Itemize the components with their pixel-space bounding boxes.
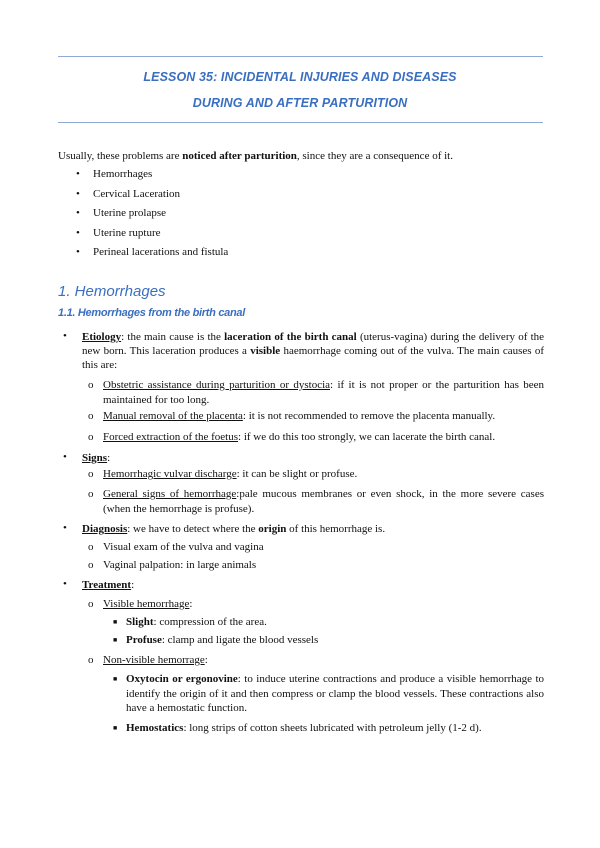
circle-bullet: o [88,410,94,422]
circle-bullet: o [88,488,94,500]
list-item: • Perineal lacerations and fistula [76,246,229,258]
treatment-sub: Hemostatics: long strips of cotton sheets lubricated with petroleum jelly (1-2 d). [126,722,482,734]
visible-hemorrhage-label: Visible hemorrhage: [103,598,193,610]
etiology-item: Etiology: the main cause is the laceration of the birth canal (uterus-vagina) during the delivery of the new born. This laceration produces a visible haemorrhage coming out of the vulva. The main causes of this are: [82,331,545,371]
bullet: • [63,578,67,590]
nonvisible-hemorrhage-label: Non-visible hemorrage: [103,654,208,666]
list-item: • Uterine rupture [76,226,161,239]
square-bullet: ■ [113,636,118,644]
subsection-heading: 1.1. Hemorrhages from the birth canal [58,307,245,319]
problems-list [58,168,228,266]
lesson-title-line-2: DURING AND AFTER PARTURITION [192,96,408,110]
signs-sub: General signs of hemorrhage:pale mucous membranes or even shock, in the more severe cases (when the hemorrhage is profuse). [103,488,544,515]
treatment-sub: Oxytocin or ergonovine: to induce uterine contractions and produce a visible hemorrhage to identify the origin of it and then compress or clamp the blood vessels. These contractions also have a hemostatic function. [126,673,544,714]
section-heading: 1. Hemorrhages [58,283,166,300]
square-bullet: ■ [113,724,118,732]
diagnosis-item: Diagnosis: we have to detect where the origin of this hemorrhage is. [82,523,386,535]
circle-bullet: o [88,379,94,391]
circle-bullet: o [88,541,94,553]
etiology-cause: Forced extraction of the foetus: if we do this too strongly, we can lacerate the birth canal. [103,431,496,443]
intro-paragraph: Usually, these problems are noticed after parturition, since they are a consequence of it. [58,150,453,162]
circle-bullet: o [88,431,94,443]
square-bullet: ■ [113,618,118,626]
list-item: • Hemorrhages [76,168,153,180]
diagnosis-sub: Vaginal palpation: in large animals [103,559,257,571]
circle-bullet: o [88,598,94,610]
square-bullet: ■ [113,675,118,683]
bullet: • [63,522,67,534]
list-item: • Uterine prolapse [76,207,166,219]
treatment-sub: Profuse: clamp and ligate the blood vessels [126,634,319,646]
title-bottom-rule [58,122,543,123]
bullet: • [63,330,67,342]
circle-bullet: o [88,468,94,480]
list-item: • Cervical Laceration [76,187,181,200]
signs-sub: Hemorrhagic vulvar discharge: it can be slight or profuse. [103,468,358,480]
treatment-sub: Slight: compression of the area. [126,616,267,628]
circle-bullet: o [88,559,94,571]
lesson-title-line-1: LESSON 35: INCIDENTAL INJURIES AND DISEASES [143,70,457,84]
title-top-rule [58,56,543,57]
signs-item: Signs: [82,452,111,464]
etiology-cause: Manual removal of the placenta: it is not recommended to remove the placenta manually. [103,410,496,422]
circle-bullet: o [88,654,94,666]
diagnosis-sub: Visual exam of the vulva and vagina [103,541,264,553]
bullet: • [63,451,67,463]
etiology-cause: Obstetric assistance during parturition or dystocia: if it is not proper or the parturition has been maintained for too long. [103,379,545,406]
treatment-item: Treatment: [82,579,135,591]
